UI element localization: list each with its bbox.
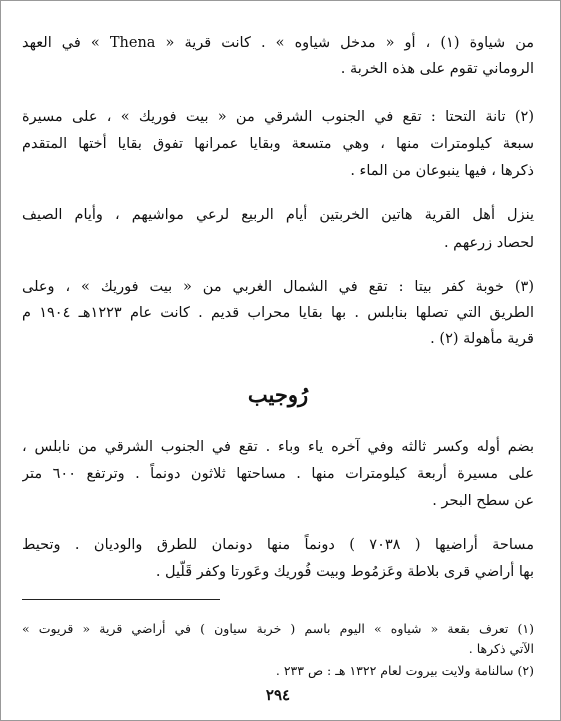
text-line: قرية مأهولة (٢) . [430,331,534,347]
footnote-line: (٢) سالنامة ولايت بيروت لعام ١٣٢٢ هـ : ص ٢٣٣ . [275,663,534,678]
text-line: (٣) خوبة كفر بيتا : تقع في الشمال الغربي من « بيت فوريك » ، وعلى [22,279,534,295]
text-line: بضم أوله وكسر ثالثه وفي آخره ياء وباء . تقع في الجنوب الشرقي من نابلس ، [22,439,534,455]
text-line: على مسيرة أربعة كيلومترات منها . مساحتها ثلاثون دونماً . وترتفع ٦٠٠ متر [22,466,534,482]
text-line: سبعة كيلومترات منها ، وهي متسعة وبقايا عمرانها تفوق بقايا أختها المتقدم [22,136,534,152]
footnote-separator [22,599,220,600]
text-line: الروماني تقوم على هذه الخربة . [340,61,534,77]
text-line: الطريق التي تصلها بنابلس . بها بقايا محراب قديم . كانت عام ١٢٢٣هـ ١٩٠٤ م [22,305,534,321]
text-line: من شياوة (١) ، أو « مدخل شياوه » . كانت قرية « Thena » في العهد [22,35,534,51]
text-line: مساحة أراضيها ( ٧٠٣٨ ) دونماً منها دونمان للطرق والوديان . وتحيط [22,537,534,553]
text-line: عن سطح البحر . [432,493,534,509]
text-line: لحصاد زرعهم . [443,235,534,251]
page-number: ٢٩٤ [265,686,291,704]
text-line: ينزل أهل القرية هاتين الخربتين أيام الربيع لرعي مواشيهم ، وأيام الصيف [22,207,534,223]
footnote-line: الآتي ذكرها . [468,641,534,656]
book-page [22,12,534,712]
text-line: ذكرها ، فيها ينبوعان من الماء . [350,163,534,179]
text-line: بها أراضي قرى بلاطة وعَزمُوط وبيت فُوريك وعَورتا وكفر قَلّيل . [155,564,534,580]
section-title: رُوجيب [247,382,309,407]
footnote-line: (١) تعرف بقعة « شياوه » اليوم باسم ( خربة سياون ) في أراضي قرية « قريوت » [22,621,534,636]
text-line: (٢) تانة التحتا : تقع في الجنوب الشرقي من « بيت فوريك » ، على مسيرة [22,109,534,125]
